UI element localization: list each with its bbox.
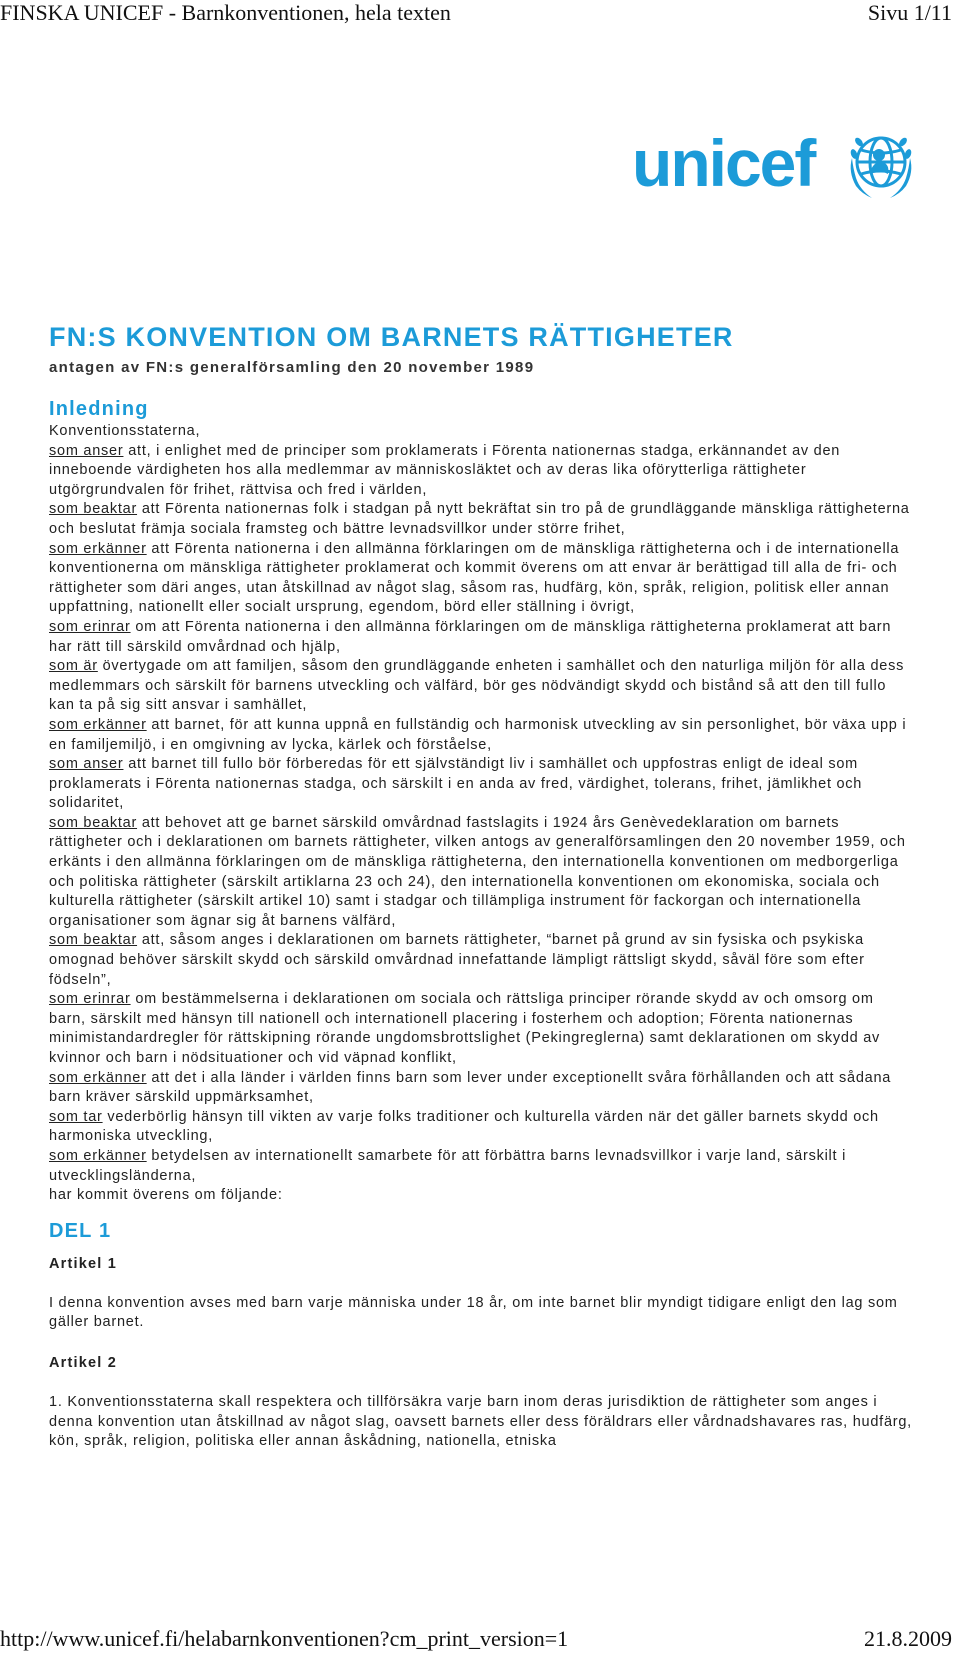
- clause-keyword: som erkänner: [49, 716, 147, 733]
- print-header: [0, 0, 960, 26]
- unicef-logo-wordmark: unicef: [632, 126, 815, 200]
- clause-keyword: som anser: [49, 756, 124, 773]
- clause-text: att barnet till fullo bör förberedas för ett självständigt liv i samhället och uppfostras enligt de ideal som proklamerats i Förenta nationernas stadga, och särskilt i en anda av fred, värdighet, tolerans, frihet, jämlikhet och solidaritet,: [49, 756, 863, 812]
- clause-text: att barnet, för att kunna uppnå en fullständig och harmonisk utveckling av sin personlighet, bör växa upp i en familjemiljö, i en omgivning av lycka, kärlek och förståelse,: [49, 716, 907, 753]
- article-1: [49, 1254, 914, 1333]
- preamble: [49, 422, 914, 1206]
- preamble-clause: [49, 931, 914, 990]
- clause-keyword: som tar: [49, 1108, 103, 1125]
- preamble-clause: [49, 990, 914, 1068]
- document-body: [49, 320, 914, 1452]
- preamble-opening: Konventionsstaterna,: [49, 423, 201, 439]
- article-title: Artikel 2: [49, 1354, 118, 1371]
- preamble-clause: [49, 716, 914, 755]
- preamble-clause: [49, 1147, 914, 1186]
- clause-keyword: som erinrar: [49, 991, 131, 1008]
- clause-keyword: som erkänner: [49, 1147, 147, 1164]
- clause-text: övertygade om att familjen, såsom den grundläggande enheten i samhället och den naturliga miljön för alla dess medlemmars och särskilt för barnens utveckling och välfärd, bör ges nödvändigt skydd och bistånd så att den till fullo kan ta på sig sitt ansvar i samhället,: [49, 658, 905, 714]
- preamble-clause: [49, 1069, 914, 1108]
- clause-text: att Förenta nationerna i den allmänna förklaringen om de mänskliga rättigheterna och i de internationella konventionerna om mänskliga rättigheter proklamerat och kommit överens om att envar är berättigad till alla de fri- och rättigheter som däri anges, utan åtskillnad av något slag, såsom ras, hudfärg, kön, språk, religion, politisk eller annan uppfattning, nationellt eller socialt ursprung, egendom, börd eller ställning i övrigt,: [49, 540, 900, 616]
- unicef-logo: [632, 128, 914, 204]
- clause-text: om att Förenta nationerna i den allmänna förklaringen om de mänskliga rättigheterna proklamerat att barn har rätt till särskild omvårdnad och hjälp,: [49, 618, 892, 655]
- article-text: 1. Konventionsstaterna skall respektera och tillförsäkra varje barn inom deras jurisdiktion de rättigheter som anges i denna konvention utan åtskillnad av något slag, oavsett barnets eller dess föräldrars eller vårdnadshavares ras, hudfärg, kön, språk, religion, politiska eller annan åskådning, nationella, etniska: [49, 1393, 912, 1450]
- section-heading: Inledning: [49, 398, 149, 420]
- clause-keyword: som beaktar: [49, 932, 138, 949]
- print-footer: [0, 1626, 960, 1652]
- clause-keyword: som är: [49, 658, 98, 675]
- clause-text: att, såsom anges i deklarationen om barnets rättigheter, “barnet på grund av sin fysiska och psykiska omognad behöver särskilt skydd och särskild omvårdnad innefattande lämpligt rättsligt skydd, såväl före som efter födseln”,: [49, 932, 865, 988]
- preamble-closing: har kommit överens om följande:: [49, 1187, 283, 1204]
- part-heading: DEL 1: [49, 1219, 112, 1242]
- preamble-clause: [49, 500, 914, 539]
- preamble-clause: [49, 755, 914, 814]
- document-subtitle: antagen av FN:s generalförsamling den 20 november 1989: [49, 359, 535, 376]
- clause-keyword: som anser: [49, 442, 124, 459]
- clause-keyword: som beaktar: [49, 501, 138, 518]
- clause-text: vederbörlig hänsyn till vikten av varje folks traditioner och kulturella värden när det gäller barnets skydd och harmoniska utveckling,: [49, 1108, 879, 1145]
- clause-text: att det i alla länder i världen finns barn som lever under exceptionellt svåra förhållanden och att sådana barn kräver särskild uppmärksamhet,: [49, 1069, 892, 1106]
- preamble-clause: [49, 1108, 914, 1147]
- preamble-clause: [49, 540, 914, 618]
- preamble-clause: [49, 657, 914, 716]
- preamble-clause: [49, 814, 914, 932]
- clause-keyword: som erkänner: [49, 1069, 147, 1086]
- article-2: [49, 1353, 914, 1452]
- clause-keyword: som beaktar: [49, 814, 138, 831]
- print-footer-date: 21.8.2009: [864, 1626, 952, 1651]
- preamble-clauses: [49, 442, 914, 1187]
- clause-text: betydelsen av internationellt samarbete för att förbättra barns levnadsvillkor i varje land, särskilt i utvecklingsländerna,: [49, 1147, 847, 1184]
- unicef-emblem-icon: [848, 128, 914, 204]
- article-title: Artikel 1: [49, 1255, 118, 1272]
- print-footer-url: http://www.unicef.fi/helabarnkonventionen?cm_print_version=1: [0, 1626, 569, 1651]
- clause-keyword: som erkänner: [49, 540, 147, 557]
- clause-text: om bestämmelserna i deklarationen om sociala och rättsliga principer rörande skydd av och omsorg om barn, särskilt med hänsyn till nationell och internationell placering i fosterhem och adoption; Förenta nationernas minimistandardregler för rättskipning rörande ungdomsbrottslighet (Pekingreglerna) samt deklarationen om skydd av kvinnor och barn i nödsituationer och vid väpnad konflikt,: [49, 991, 881, 1066]
- clause-text: att Förenta nationernas folk i stadgan på nytt bekräftat sin tro på de grundläggande mänskliga rättigheterna och beslutat främja sociala framsteg och bättre levnadsvillkor under större frihet,: [49, 501, 910, 537]
- article-text: I denna konvention avses med barn varje människa under 18 år, om inte barnet blir myndigt tidigare enligt den lag som gäller barnet.: [49, 1294, 898, 1331]
- print-header-page-number: Sivu 1/11: [867, 0, 952, 25]
- print-header-title: FINSKA UNICEF - Barnkonventionen, hela texten: [0, 0, 451, 25]
- clause-text: att behovet att ge barnet särskild omvårdnad fastslagits i 1924 års Genèvedeklaration om barnets rättigheter och i deklarationen om barnets rättigheter, vilken antogs av generalförsamlingen den 20 november 1959, och erkänts i den allmänna förklaringen om de mänskliga rättigheterna, den internationella konventionen om medborgerliga och politiska rättigheter (särskilt artiklarna 23 och 24), den internationella konventionen om ekonomiska, sociala och kulturella rättigheter (särskilt artikel 10) samt i stadgar och tillämpliga instrument för fackorgan och internationella organisationer som ägnar sig åt barnens välfärd,: [49, 814, 906, 929]
- preamble-clause: [49, 442, 914, 501]
- clause-keyword: som erinrar: [49, 618, 131, 635]
- document-title: FN:S KONVENTION OM BARNETS RÄTTIGHETER: [49, 322, 734, 352]
- preamble-clause: [49, 618, 914, 657]
- clause-text: att, i enlighet med de principer som proklamerats i Förenta nationernas stadga, erkännandet av den inneboende värdigheten hos alla medlemmar av människosläktet och av deras lika oförytterliga rättigheter utgörgrundvalen för frihet, rättvisa och fred i världen,: [49, 442, 841, 498]
